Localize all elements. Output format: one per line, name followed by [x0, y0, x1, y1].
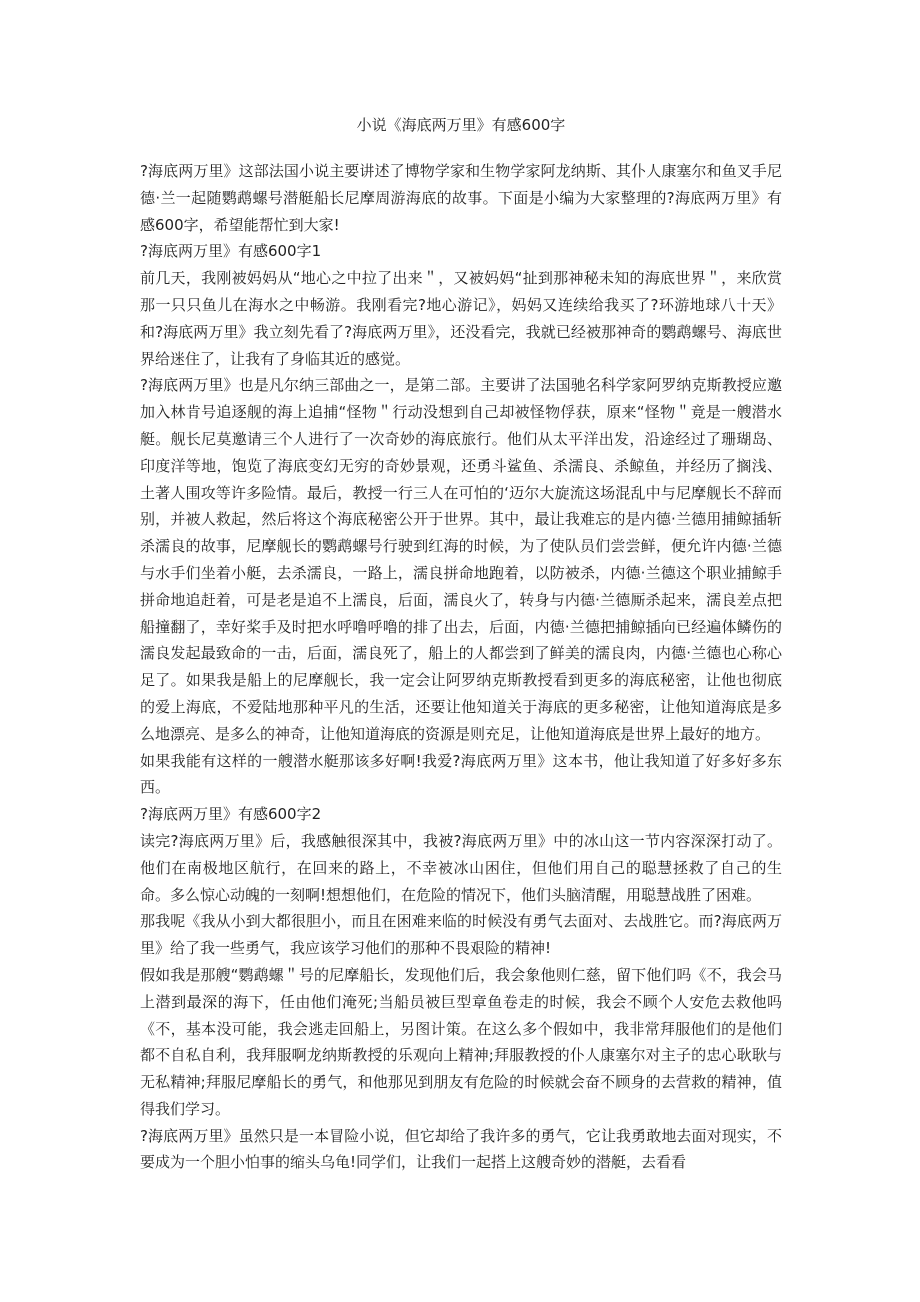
- section-heading-2: ?海底两万里》有感600字2: [140, 805, 322, 824]
- body-paragraph: 假如我是那艘“鹦鹉螺＂号的尼摩船长，发现他们后，我会象他则仁慈，留下他们吗《不，我会马上潜到最深的海下，任由他们淹死;当船员被巨型章鱼卷走的时候，我会不顾个人安危去救他吗《不，基本没可能，我会逃走回船上，另图计策。在这么多个假如中，我非常拜服他们的是他们都不自私自利，我拜服啊龙纳斯教授的乐观向上精神;拜服教授的仆人康塞尔对主子的忠心耿耿与无私精神;拜服尼摩船长的勇气，和他那见到朋友有危险的时候就会奋不顾身的去营救的精神，值得我们学习。: [140, 965, 782, 1118]
- body-paragraph: 那我呢《我从小到大都很胆小，而且在困难来临的时候没有勇气去面对、去战胜它。而?海底两万里》给了我一些勇气，我应该学习他们的那种不畏艰险的精神!: [140, 912, 782, 958]
- body-paragraph: 读完?海底两万里》后，我感触很深其中，我被?海底两万里》中的冰山这一节内容深深打动了。他们在南极地区航行，在回来的路上，不幸被冰山困住，但他们用自己的聪慧拯救了自己的生命。多么惊心动魄的一刻啊!想想他们，在危险的情况下，他们头脑清醒，用聪慧战胜了困难。: [140, 831, 782, 904]
- body-paragraph: ?海底两万里》也是凡尔纳三部曲之一，是第二部。主要讲了法国驰名科学家阿罗纳克斯教授应邀加入林肯号追逐舰的海上追捕“怪物＂行动没想到自己却被怪物俘获，原来“怪物＂竟是一艘潜水艇。舰长尼莫邀请三个人进行了一次奇妙的海底旅行。他们从太平洋出发，沿途经过了珊瑚岛、印度洋等地，饱览了海底变幻无穷的奇妙景观，还勇斗鲨鱼、杀濡良、杀鲸鱼，并经历了搁浅、土著人围攻等许多险情。最后，教授一行三人在可怕的‘迈尔大旋流这场混乱中与尼摩舰长不辞而别，并被人救起，然后将这个海底秘密公开于世界。其中，最让我难忘的是内德·兰德用捕鲸插斩杀濡良的故事，尼摩舰长的鹦鹉螺号行驶到红海的时候，为了使队员们尝尝鲜，便允许内德·兰德与水手们坐着小艇，去杀濡良，一路上，濡良拼命地跑着，以防被杀，内德·兰德这个职业捕鲸手拼命地追赶着，可是老是追不上濡良，后面，濡良火了，转身与内德·兰德厮杀起来，濡良差点把船撞翻了，幸好桨手及时把水呼噜呼噜的排了出去，后面，内德·兰德把捕鲸插向已经遍体鳞伤的 濡良发起最致命的一击，后面，濡良死了，船上的人都尝到了鲜美的濡良肉，内德·兰德也心称心足了。如果我是船上的尼摩舰长，我一定会让阿罗纳克斯教授看到更多的海底秘密，让他也彻底的爱上海底，不爱陆地那种平凡的生活，还要让他知道关于海底的更多秘密，让他知道海底是多么地漂亮、是多么的神奇，让他知道海底的资源是则充足，让他知道海底是世界上最好的地方。: [140, 376, 782, 743]
- intro-paragraph: ?海底两万里》这部法国小说主要讲述了博物学家和生物学家阿龙纳斯、其仆人康塞尔和鱼叉手尼德·兰一起随鹦鹉螺号潜艇船长尼摩周游海底的故事。下面是小编为大家整理的?海底两万里》有感600字，希望能帮忙到大家!: [140, 162, 782, 234]
- section-heading-1: ?海底两万里》有感600字1: [140, 242, 322, 261]
- body-paragraph: 前几天，我刚被妈妈从“地心之中拉了出来＂，又被妈妈“扯到那神秘未知的海底世界＂，来欣赏那一只只鱼儿在海水之中畅游。我刚看完?地心游记》，妈妈又连续给我买了?环游地球八十天》和?海底两万里》我立刻先看了?海底两万里》，还没看完，我就已经被那神奇的鹦鹉螺号、海底世界给迷住了，让我有了身临其近的感觉。: [140, 269, 782, 368]
- document-page: [140, 112, 782, 1176]
- document-title: 小说《海底两万里》有感600字: [356, 116, 566, 134]
- body-paragraph: ?海底两万里》虽然只是一本冒险小说，但它却给了我许多的勇气，它让我勇敢地去面对现实，不要成为一个胆小怕事的缩头乌龟!同学们，让我们一起搭上这艘奇妙的潜艇，去看看: [140, 1126, 782, 1172]
- body-paragraph: 如果我能有这样的一艘潜水艇那该多好啊!我爱?海底两万里》这本书，他让我知道了好多好多东西。: [140, 751, 782, 797]
